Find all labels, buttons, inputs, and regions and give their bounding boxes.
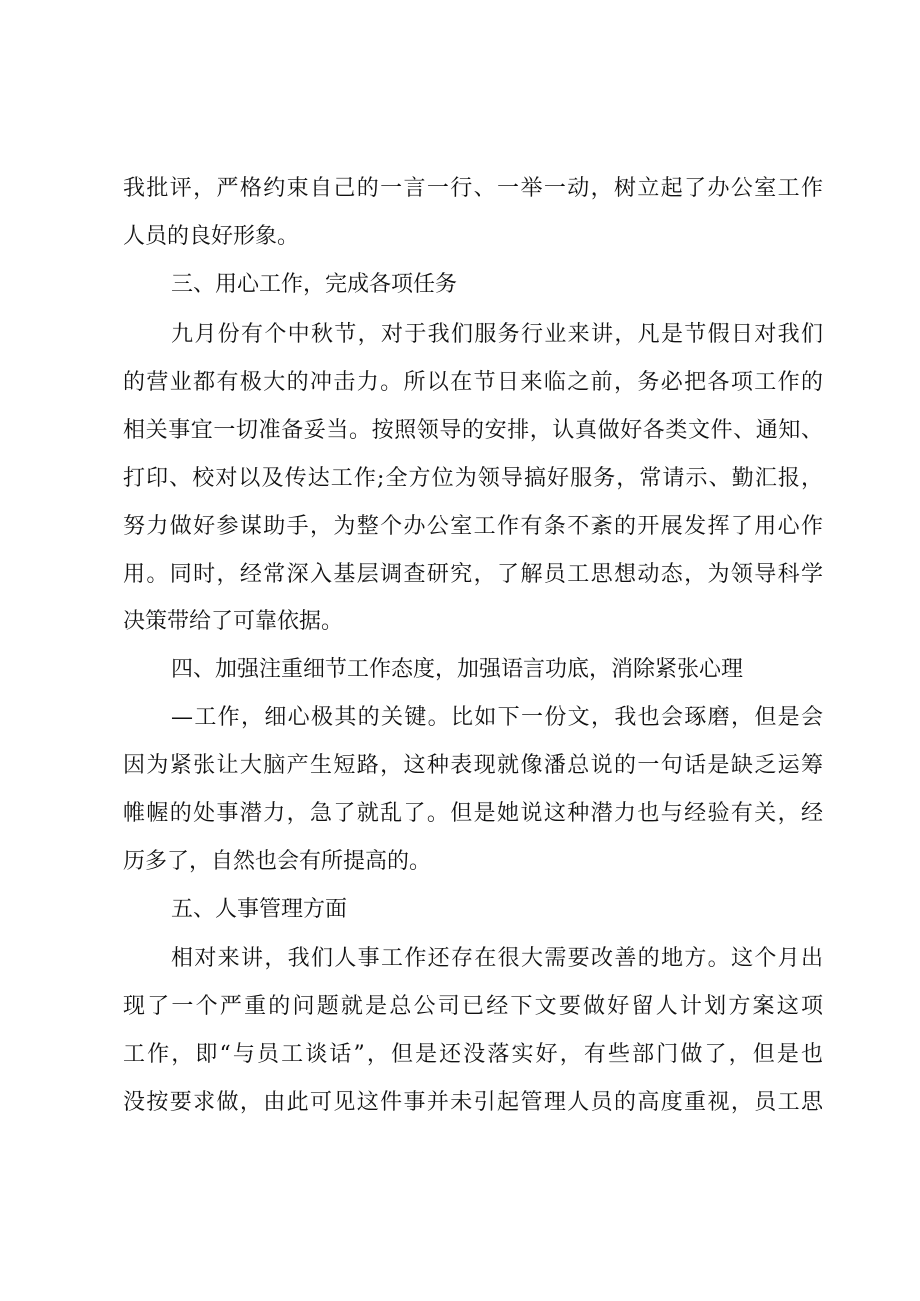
text-line: 我批评，严格约束自己的一言一行、一举一动，树立起了办公室工作 bbox=[123, 176, 823, 201]
text-line: 努力做好参谋助手，为整个办公室工作有条不紊的开展发挥了用心作 bbox=[123, 514, 823, 539]
text-line: 的营业都有极大的冲击力。所以在节日来临之前，务必把各项工作的 bbox=[123, 370, 823, 395]
text-line: 因为紧张让大脑产生短路，这种表现就像潘总说的一句话是缺乏运筹 bbox=[123, 753, 823, 778]
text-line: —工作，细心极其的关键。比如下一份文，我也会琢磨，但是会 bbox=[171, 705, 823, 730]
text-line: 相对来讲，我们人事工作还存在很大需要改善的地方。这个月出 bbox=[171, 946, 823, 971]
section-heading-5: 五、人事管理方面 bbox=[171, 897, 348, 922]
text-line: 打印、校对以及传达工作;全方位为领导搞好服务，常请示、勤汇报， bbox=[123, 466, 823, 491]
text-line: 决策带给了可靠依据。 bbox=[123, 609, 344, 634]
text-line: 相关事宜一切准备妥当。按照领导的安排，认真做好各类文件、通知、 bbox=[123, 418, 823, 443]
text-line: 人员的良好形象。 bbox=[123, 224, 300, 249]
text-line: 没按要求做，由此可见这件事并未引起管理人员的高度重视，员工思 bbox=[123, 1090, 823, 1115]
text-line: 帷幄的处事潜力，急了就乱了。但是她说这种潜力也与经验有关，经 bbox=[123, 801, 823, 826]
text-line: 工作，即“与员工谈话”，但是还没落实好，有些部门做了，但是也 bbox=[123, 1042, 823, 1067]
section-heading-4: 四、加强注重细节工作态度，加强语言功底，消除紧张心理 bbox=[171, 657, 744, 682]
text-line: 历多了，自然也会有所提高的。 bbox=[123, 849, 432, 874]
text-line: 九月份有个中秋节，对于我们服务行业来讲，凡是节假日对我们 bbox=[171, 322, 823, 347]
text-line: 现了一个严重的问题就是总公司已经下文要做好留人计划方案这项 bbox=[123, 994, 823, 1019]
section-heading-3: 三、用心工作，完成各项任务 bbox=[171, 272, 458, 297]
text-line: 用。同时，经常深入基层调查研究，了解员工思想动态，为领导科学 bbox=[123, 562, 823, 587]
